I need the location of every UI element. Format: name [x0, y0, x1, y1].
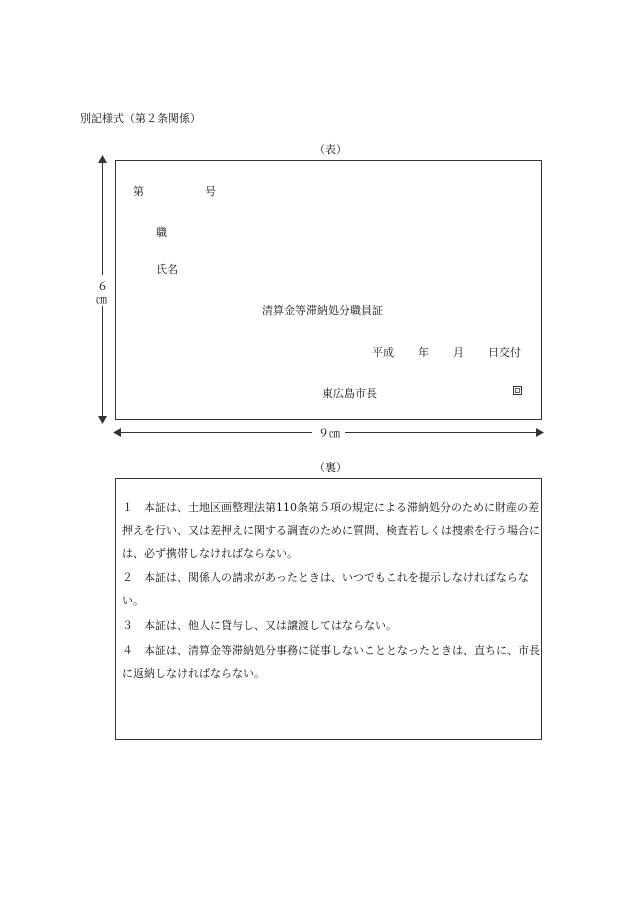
height-dimension-unit: ㎝	[96, 293, 107, 306]
card-title: 清算金等滞納処分職員証	[262, 304, 383, 317]
back-label: （裏）	[314, 461, 347, 474]
date-era: 平成	[372, 346, 394, 359]
number-prefix: 第	[133, 185, 144, 198]
date-day: 日交付	[488, 346, 521, 359]
width-dimension-line-right	[345, 432, 542, 433]
form-title: 別記様式（第２条関係）	[80, 112, 201, 125]
date-year: 年	[418, 346, 429, 359]
date-month: 月	[453, 346, 464, 359]
arrow-right-icon	[536, 428, 544, 437]
arrow-left-icon	[113, 428, 121, 437]
arrow-up-icon	[98, 155, 107, 163]
number-suffix: 号	[205, 185, 216, 198]
clause-2: ２ 本証は、関係人の請求があったときは、いつでもこれを提示しなければならない。	[122, 571, 529, 607]
height-dimension-line-bottom	[102, 306, 103, 420]
arrow-down-icon	[98, 416, 107, 424]
issuer-name: 東広島市長	[322, 387, 377, 400]
front-card	[115, 160, 542, 420]
width-dimension-value: ９㎝	[318, 427, 340, 440]
width-dimension-line-left	[115, 432, 312, 433]
height-dimension-value: ６	[97, 280, 108, 293]
clause-1: １ 本証は、土地区画整理法第110条第５項の規定による滞納処分のために財産の差押えを行い、又は差押えに関する調査のために質問、検査若しくは捜索を行う場合には、必ず携帯しなければならない。	[122, 501, 540, 560]
clause-4: ４ 本証は、清算金等滞納処分事務に従事しないこととなったときは、直ちに、市長に返納しなければならない。	[122, 644, 540, 680]
front-label: （表）	[314, 143, 347, 156]
name-label: 氏名	[156, 263, 178, 276]
clause-3: ３ 本証は、他人に貸与し、又は譲渡してはならない。	[122, 619, 397, 632]
seal-icon	[513, 386, 522, 395]
position-label: 職	[156, 226, 167, 239]
height-dimension-line-top	[102, 160, 103, 275]
